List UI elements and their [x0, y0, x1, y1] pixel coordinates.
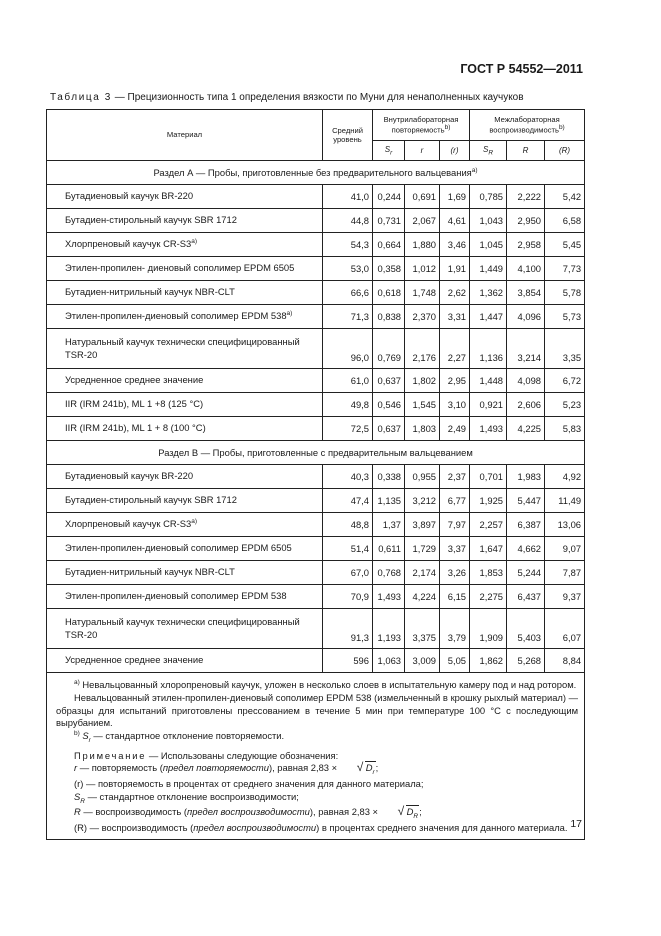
material-cell	[47, 417, 323, 441]
value-cell-r-pct: 5,05	[440, 649, 470, 673]
table-row	[47, 233, 585, 257]
value-cell-SR: 1,448	[470, 369, 507, 393]
footnote-b-text: — стандартное отклонение повторяемости.	[90, 730, 285, 741]
header-R-pct-symbol: (R)	[558, 146, 571, 155]
sqrt-dr-sub: r	[372, 769, 375, 777]
value-cell-R: 1,983	[507, 465, 545, 489]
value-cell-R-pct: 5,23	[545, 393, 585, 417]
note-R-tail: ), равная 2,83 ×	[309, 806, 379, 818]
value-cell-r-pct: 6,15	[440, 585, 470, 609]
header-sr	[373, 141, 405, 161]
value-cell-R: 2,950	[507, 209, 545, 233]
value-cell-mean: 96,0	[323, 329, 373, 369]
value-cell-r: 3,212	[405, 489, 440, 513]
material-cell	[47, 281, 323, 305]
header-inter-sup: b)	[558, 124, 565, 132]
note-SR-symbol: S	[74, 790, 81, 802]
material-footnote-mark: a)	[191, 518, 198, 526]
value-cell-R: 5,268	[507, 649, 545, 673]
material-cell	[47, 393, 323, 417]
table-row	[47, 585, 585, 609]
material-name: Усредненное среднее значение	[65, 374, 204, 386]
value-cell-SR: 2,257	[470, 513, 507, 537]
value-cell-sr: 0,611	[373, 537, 405, 561]
value-cell-mean: 61,0	[323, 369, 373, 393]
material-footnote-mark: a)	[191, 238, 198, 246]
material-name: Этилен-пропилен-диеновый сополимер EPDM 538	[65, 590, 287, 602]
value-cell-mean: 91,3	[323, 609, 373, 649]
section-b-row	[47, 441, 585, 465]
value-cell-sr: 0,769	[373, 329, 405, 369]
value-cell-R: 3,854	[507, 281, 545, 305]
footnote-b-symbol: S	[82, 730, 89, 741]
value-cell-mean: 67,0	[323, 561, 373, 585]
value-cell-R-pct: 7,87	[545, 561, 585, 585]
material-name: Усредненное среднее значение	[65, 654, 204, 666]
section-a-body	[47, 185, 585, 441]
value-cell-r: 1,748	[405, 281, 440, 305]
value-cell-sr: 0,358	[373, 257, 405, 281]
note-intro	[56, 750, 578, 763]
value-cell-R: 4,098	[507, 369, 545, 393]
value-cell-sr: 0,618	[373, 281, 405, 305]
value-cell-r: 0,955	[405, 465, 440, 489]
note-label: Примечание	[74, 749, 147, 761]
material-name: Бутадиен-стирольный каучук SBR 1712	[65, 214, 237, 226]
value-cell-sr: 1,063	[373, 649, 405, 673]
material-cell	[47, 329, 323, 369]
value-cell-SR: 1,362	[470, 281, 507, 305]
value-cell-R: 4,225	[507, 417, 545, 441]
material-name: Этилен-пропилен- диеновый сополимер EPDM 6505	[65, 262, 295, 274]
note-line-r-pct: (r) — повторяемость в процентах от среднего значения для данного материала;	[74, 777, 424, 789]
material-cell	[47, 609, 323, 649]
value-cell-sr: 0,664	[373, 233, 405, 257]
value-cell-SR: 1,853	[470, 561, 507, 585]
value-cell-sr: 0,637	[373, 369, 405, 393]
header-intra-sup: b)	[444, 124, 451, 132]
table-row	[47, 513, 585, 537]
value-cell-SR: 1,862	[470, 649, 507, 673]
material-name: Этилен-пропилен-диеновый сополимер EPDM 6505	[65, 542, 292, 554]
table-row	[47, 561, 585, 585]
section-b-title: Раздел В — Пробы, приготовленные с предварительным вальцеванием	[47, 441, 585, 465]
material-name: IIR (IRM 241b), ML 1 +8 (125 °C)	[65, 398, 204, 410]
footnote-a	[56, 679, 578, 692]
value-cell-r: 3,897	[405, 513, 440, 537]
value-cell-mean: 54,3	[323, 233, 373, 257]
material-name: Натуральный каучук технически специфицированный TSR-20	[65, 335, 300, 360]
value-cell-SR: 1,909	[470, 609, 507, 649]
value-cell-R: 5,447	[507, 489, 545, 513]
value-cell-r: 1,803	[405, 417, 440, 441]
table-row	[47, 305, 585, 329]
sqrt-dr	[340, 762, 376, 778]
value-cell-sr: 1,37	[373, 513, 405, 537]
table-row	[47, 649, 585, 673]
value-cell-R-pct: 6,07	[545, 609, 585, 649]
value-cell-R: 2,222	[507, 185, 545, 209]
header-r-pct-symbol: (r)	[450, 146, 459, 155]
value-cell-r-pct: 2,62	[440, 281, 470, 305]
value-cell-SR: 1,447	[470, 305, 507, 329]
value-cell-R: 6,437	[507, 585, 545, 609]
value-cell-R-pct: 5,45	[545, 233, 585, 257]
value-cell-R: 2,606	[507, 393, 545, 417]
header-intra-label: Внутрилабораторная повторяемость	[383, 114, 459, 135]
value-cell-sr: 0,768	[373, 561, 405, 585]
value-cell-mean: 596	[323, 649, 373, 673]
value-cell-r-pct: 3,79	[440, 609, 470, 649]
value-cell-SR: 2,275	[470, 585, 507, 609]
material-cell	[47, 305, 323, 329]
value-cell-mean: 70,9	[323, 585, 373, 609]
material-cell	[47, 537, 323, 561]
material-cell	[47, 185, 323, 209]
table-row	[47, 465, 585, 489]
value-cell-r: 4,224	[405, 585, 440, 609]
value-cell-SR: 0,701	[470, 465, 507, 489]
value-cell-mean: 47,4	[323, 489, 373, 513]
header-sr-sub: r	[390, 149, 393, 157]
value-cell-R: 2,958	[507, 233, 545, 257]
material-name: Этилен-пропилен-диеновый сополимер EPDM 538	[65, 310, 287, 322]
table-caption-prefix: Таблица 3	[50, 92, 112, 103]
value-cell-r-pct: 7,97	[440, 513, 470, 537]
value-cell-R-pct: 5,78	[545, 281, 585, 305]
table-caption	[50, 92, 524, 103]
notes-cell	[47, 673, 585, 840]
header-r	[405, 141, 440, 161]
value-cell-R-pct: 7,73	[545, 257, 585, 281]
value-cell-mean: 51,4	[323, 537, 373, 561]
value-cell-r-pct: 3,26	[440, 561, 470, 585]
value-cell-SR: 1,449	[470, 257, 507, 281]
sqrt-dR	[381, 806, 419, 822]
note-R-text: — воспроизводимость (	[80, 806, 188, 818]
header-SR	[470, 141, 507, 161]
value-cell-R-pct: 13,06	[545, 513, 585, 537]
value-cell-r: 2,067	[405, 209, 440, 233]
footnote-b-mark: b)	[74, 729, 80, 737]
footnote-b-sub: r	[88, 736, 91, 744]
value-cell-sr: 0,546	[373, 393, 405, 417]
value-cell-sr: 0,244	[373, 185, 405, 209]
header-inter	[470, 110, 585, 141]
notes-row	[47, 673, 585, 840]
material-name: IIR (IRM 241b), ML 1 + 8 (100 °C)	[65, 422, 206, 434]
value-cell-SR: 1,493	[470, 417, 507, 441]
table-row	[47, 209, 585, 233]
value-cell-mean: 44,8	[323, 209, 373, 233]
material-cell	[47, 489, 323, 513]
footnote-a-mark: a)	[74, 679, 80, 686]
value-cell-r-pct: 2,95	[440, 369, 470, 393]
value-cell-r: 1,012	[405, 257, 440, 281]
material-name: Бутадиен-нитрильный каучук NBR-CLT	[65, 566, 235, 578]
value-cell-SR: 1,045	[470, 233, 507, 257]
value-cell-mean: 48,8	[323, 513, 373, 537]
value-cell-R-pct: 6,72	[545, 369, 585, 393]
value-cell-SR: 1,925	[470, 489, 507, 513]
note-line-r: r — повторяемость (предел повторяемости), равная 2,83 × √ $D_r$;	[56, 762, 578, 778]
note-r-italic: предел повторяемости	[162, 762, 269, 774]
sqrt-dr-symbol: D	[365, 762, 373, 774]
header-material: Материал	[47, 110, 323, 161]
value-cell-R: 4,662	[507, 537, 545, 561]
value-cell-mean: 53,0	[323, 257, 373, 281]
value-cell-sr: 1,493	[373, 585, 405, 609]
header-R-pct	[545, 141, 585, 161]
value-cell-sr: 0,338	[373, 465, 405, 489]
material-name: Бутадиеновый каучук BR-220	[65, 190, 194, 202]
value-cell-sr: 0,731	[373, 209, 405, 233]
table-row	[47, 609, 585, 649]
note-line-R: R — воспроизводимость (предел воспроизводимости), равная 2,83 × √ $D_R$;	[56, 806, 578, 822]
value-cell-R: 5,403	[507, 609, 545, 649]
value-cell-R-pct: 8,84	[545, 649, 585, 673]
value-cell-mean: 72,5	[323, 417, 373, 441]
header-inter-label: Межлабораторная воспроизводимость	[489, 114, 560, 135]
sqrt-dR-symbol: D	[406, 806, 414, 818]
value-cell-R-pct: 5,83	[545, 417, 585, 441]
header-SR-symbol: S	[482, 144, 489, 154]
header-r-symbol: r	[420, 146, 424, 155]
note-R-symbol: R	[74, 806, 81, 818]
value-cell-R: 3,214	[507, 329, 545, 369]
table-row	[47, 537, 585, 561]
value-cell-r-pct: 2,37	[440, 465, 470, 489]
value-cell-r-pct: 2,49	[440, 417, 470, 441]
value-cell-r: 0,691	[405, 185, 440, 209]
note-r-tail: ), равная 2,83 ×	[268, 762, 338, 774]
value-cell-r: 3,009	[405, 649, 440, 673]
value-cell-r-pct: 2,27	[440, 329, 470, 369]
value-cell-R: 5,244	[507, 561, 545, 585]
material-footnote-mark: a)	[286, 310, 293, 318]
value-cell-r-pct: 3,37	[440, 537, 470, 561]
value-cell-r: 1,545	[405, 393, 440, 417]
value-cell-mean: 40,3	[323, 465, 373, 489]
table-row	[47, 489, 585, 513]
note-line-R-pct	[56, 822, 578, 835]
value-cell-sr: 1,135	[373, 489, 405, 513]
value-cell-R-pct: 3,35	[545, 329, 585, 369]
material-cell	[47, 257, 323, 281]
value-cell-R-pct: 5,73	[545, 305, 585, 329]
value-cell-R-pct: 9,07	[545, 537, 585, 561]
value-cell-mean: 66,6	[323, 281, 373, 305]
note-R-pct-tail: ) в процентах среднего значения для данного материала.	[316, 821, 568, 833]
value-cell-r: 3,375	[405, 609, 440, 649]
note-r-symbol: r	[74, 762, 78, 774]
note-R-italic: предел воспроизводимости	[187, 806, 310, 818]
page-number: 17	[570, 818, 582, 830]
material-cell	[47, 649, 323, 673]
note-SR-sub: R	[80, 797, 85, 805]
footnote-a-2: Невальцованный этилен-пропилен-диеновый сополимер EPDM 538 (измельченный в крошку рыхлый материал) — образцы для испытаний приготовлены прессованием в течение 5 мин при температуре 100 °С с последующим вырубанием.	[56, 691, 579, 729]
value-cell-SR: 0,785	[470, 185, 507, 209]
value-cell-mean: 41,0	[323, 185, 373, 209]
note-R-pct-head: (R) — воспроизводимость (	[74, 821, 194, 833]
material-cell	[47, 369, 323, 393]
table-row	[47, 257, 585, 281]
table-row	[47, 393, 585, 417]
value-cell-R: 4,096	[507, 305, 545, 329]
section-a-row	[47, 161, 585, 185]
value-cell-r-pct: 1,69	[440, 185, 470, 209]
value-cell-r-pct: 4,61	[440, 209, 470, 233]
table-row	[47, 369, 585, 393]
value-cell-r: 1,802	[405, 369, 440, 393]
section-b-body	[47, 465, 585, 673]
material-name: Бутадиеновый каучук BR-220	[65, 470, 194, 482]
material-cell	[47, 233, 323, 257]
material-cell	[47, 513, 323, 537]
value-cell-R-pct: 11,49	[545, 489, 585, 513]
material-cell	[47, 585, 323, 609]
table-row	[47, 185, 585, 209]
section-a-title-sup: a)	[471, 166, 478, 174]
header-R-symbol: R	[522, 146, 529, 155]
header-mean-level: Средний уровень	[323, 110, 373, 161]
table-row	[47, 417, 585, 441]
value-cell-sr: 1,193	[373, 609, 405, 649]
footnote-a-text: Невальцованный хлоропреновый каучук, уложен в несколько слоев в испытательную камеру под и над ротором.	[79, 679, 577, 691]
precision-table	[46, 109, 585, 840]
material-name: Хлорпреновый каучук CR-S3	[65, 238, 192, 250]
value-cell-sr: 0,637	[373, 417, 405, 441]
header-R	[507, 141, 545, 161]
value-cell-SR: 1,043	[470, 209, 507, 233]
value-cell-SR: 1,136	[470, 329, 507, 369]
value-cell-r: 2,174	[405, 561, 440, 585]
note-line-SR	[56, 791, 578, 807]
value-cell-R-pct: 6,58	[545, 209, 585, 233]
table-row	[47, 281, 585, 305]
value-cell-r-pct: 3,46	[440, 233, 470, 257]
note-R-pct-italic: предел воспроизводимости	[193, 821, 317, 833]
note-r-text: — повторяемость (	[77, 762, 163, 774]
value-cell-mean: 49,8	[323, 393, 373, 417]
value-cell-R-pct: 9,37	[545, 585, 585, 609]
header-sr-symbol: S	[384, 144, 391, 154]
note-SR-text: — стандартное отклонение воспроизводимости;	[84, 790, 299, 802]
table-row	[47, 329, 585, 369]
value-cell-r: 1,729	[405, 537, 440, 561]
value-cell-r: 1,880	[405, 233, 440, 257]
material-cell	[47, 561, 323, 585]
value-cell-R-pct: 4,92	[545, 465, 585, 489]
material-name: Бутадиен-нитрильный каучук NBR-CLT	[65, 286, 235, 298]
document-code: ГОСТ Р 54552—2011	[460, 62, 583, 76]
value-cell-r: 2,370	[405, 305, 440, 329]
sqrt-dR-sub: R	[413, 813, 419, 821]
value-cell-r-pct: 3,10	[440, 393, 470, 417]
header-r-pct	[440, 141, 470, 161]
value-cell-r-pct: 1,91	[440, 257, 470, 281]
material-name: Бутадиен-стирольный каучук SBR 1712	[65, 494, 237, 506]
material-name: Хлорпреновый каучук CR-S3	[65, 518, 192, 530]
header-SR-sub: R	[488, 149, 494, 157]
note-intro-text: — Использованы следующие обозначения:	[146, 749, 339, 761]
value-cell-SR: 0,921	[470, 393, 507, 417]
value-cell-R: 6,387	[507, 513, 545, 537]
material-name: Натуральный каучук технически специфицированный TSR-20	[65, 615, 300, 640]
material-cell	[47, 209, 323, 233]
value-cell-mean: 71,3	[323, 305, 373, 329]
header-intra	[373, 110, 470, 141]
section-a-title	[47, 161, 585, 185]
value-cell-sr: 0,838	[373, 305, 405, 329]
value-cell-r-pct: 3,31	[440, 305, 470, 329]
value-cell-r-pct: 6,77	[440, 489, 470, 513]
value-cell-SR: 1,647	[470, 537, 507, 561]
value-cell-r: 2,176	[405, 329, 440, 369]
section-a-title-text: Раздел А — Пробы, приготовленные без предварительного вальцевания	[153, 167, 472, 179]
value-cell-R-pct: 5,42	[545, 185, 585, 209]
value-cell-R: 4,100	[507, 257, 545, 281]
footnote-b	[56, 730, 578, 746]
material-cell	[47, 465, 323, 489]
table-caption-text: — Прецизионность типа 1 определения вязкости по Муни для ненаполненных каучуков	[111, 92, 524, 103]
